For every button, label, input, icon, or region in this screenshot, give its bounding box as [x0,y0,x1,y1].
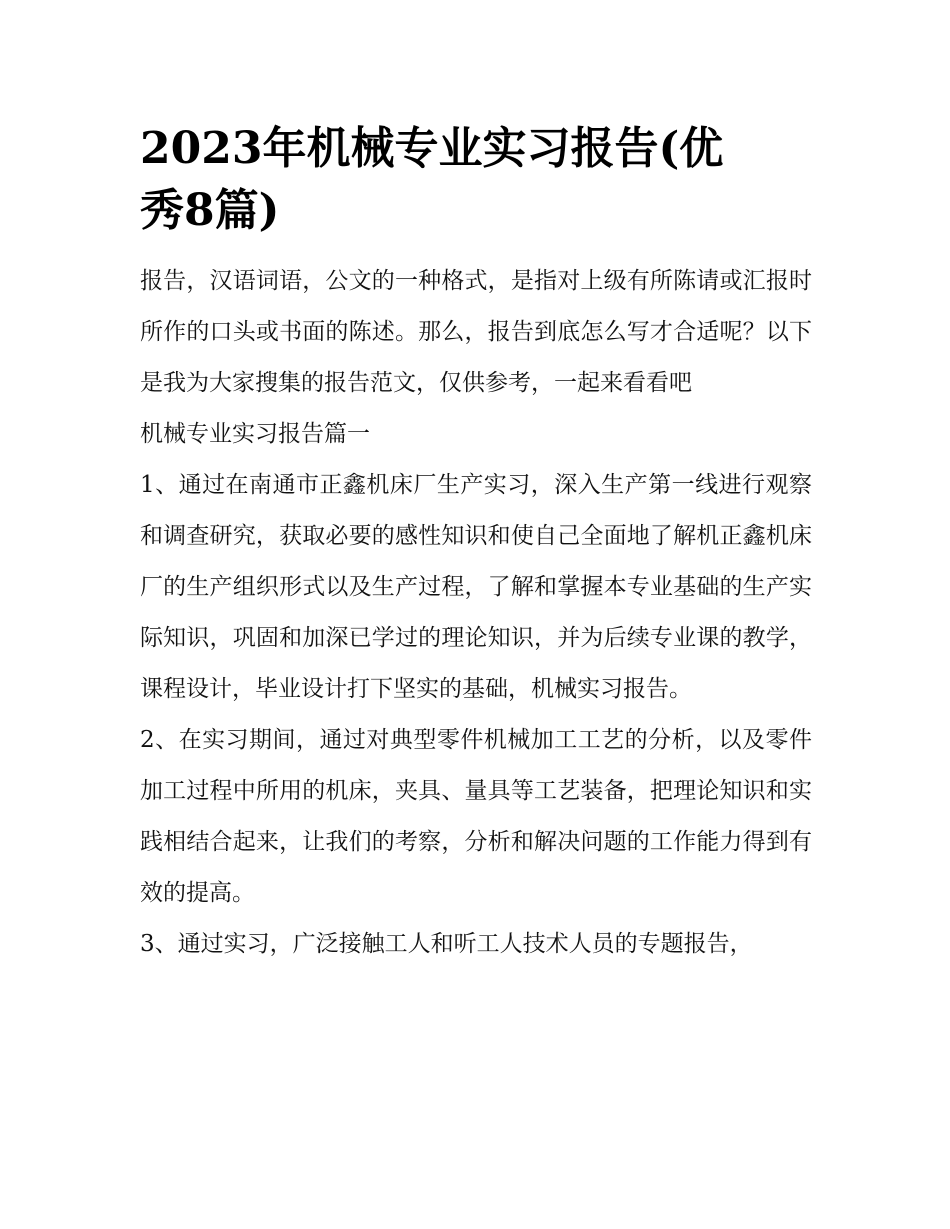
title-line-1: 2023年机械专业实习报告(优 [140,123,724,174]
document-title [140,118,812,242]
intro-paragraph: 报告，汉语词语，公文的一种格式，是指对上级有所陈请或汇报时所作的口头或书面的陈述。那么，报告到底怎么写才合适呢？以下是我为大家搜集的报告范文，仅供参考，一起来看看吧 [140,268,812,396]
section-heading: 机械专业实习报告篇一 [140,421,370,447]
title-line-2: 秀8篇) [140,185,280,236]
list-item: 2、在实习期间，通过对典型零件机械加工工艺的分析，以及零件加工过程中所用的机床，夹具、量具等工艺装备，把理论知识和实践相结合起来，让我们的考察，分析和解决问题的工作能力得到有效的提高。 [140,727,812,906]
list-item: 3、通过实习，广泛接触工人和听工人技术人员的专题报告， [140,931,753,957]
list-item: 1、通过在南通市正鑫机床厂生产实习，深入生产第一线进行观察和调查研究，获取必要的感性知识和使自己全面地了解机正鑫机床厂的生产组织形式以及生产过程，了解和掌握本专业基础的生产实际知识，巩固和加深已学过的理论知识，并为后续专业课的教学，课程设计，毕业设计打下坚实的基础，机械实习报告。 [140,472,812,702]
document-content [140,118,812,970]
